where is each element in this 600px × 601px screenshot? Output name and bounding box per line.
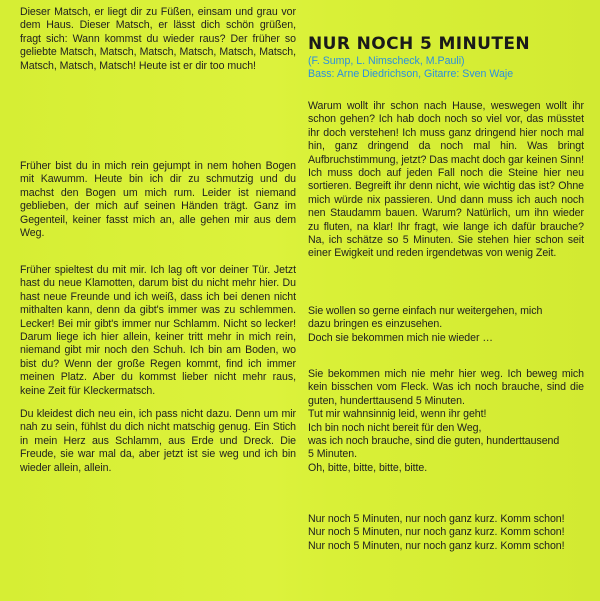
lyric-paragraph (308, 368, 584, 475)
lyric-line: Doch sie bekommen mich nie wieder … (308, 331, 493, 344)
lyric-line: Tut mir wahnsinnig leid, wenn ihr geht! (308, 408, 487, 421)
lyric-line: 5 Minuten. (308, 448, 357, 461)
lyric-line: was ich noch brauche, sind die guten, hunderttausend (308, 435, 560, 448)
lyric-paragraph: Früher bist du in mich rein gejumpt in nem hohen Bogen mit Kawumm. Heute bin ich dir zu schmutzig und du machst den Bogen um mich rum. Leider ist niemand geblieben, der mich auf seinen Händen trägt. Ganz im Gegenteil, keiner fasst mich an, alle gehen mir aus dem Weg. (20, 160, 296, 240)
song-title: NUR NOCH 5 MINUTEN (308, 34, 530, 54)
lyric-line: Sie wollen so gerne einfach nur weitergehen, mich (308, 305, 543, 317)
lyric-paragraph: Warum wollt ihr schon nach Hause, weswegen wollt ihr schon gehen? Ich hab doch noch so viel vor, das müsstet ihr doch verstehen! Ich muss ganz dringend hier noch mal hin, ganz dringend da noch mal hin. Was bringt Aufbruchstimmung, jetzt? Das macht doch gar keinen Sinn! Ich muss doch auf jeden Fall noch die Steine hier neu sortieren. Begreift ihr denn nicht, wie wichtig das ist? Ohne mich würde nix passieren. Und dann muss ich auch noch nen Staudamm bauen. Warum? Natürlich, um ihn wieder zu fluten, na klar! Ihr fragt, wie lange ich dafür brauche? Na, ich schätze so 5 Minuten. Sie stehen hier schon seit einer Ewigkeit und reden irgendetwas von wenig Zeit. (308, 100, 584, 260)
lyric-line: Oh, bitte, bitte, bitte, bitte. (308, 461, 428, 474)
song-credits-authors: (F. Sump, L. Nimscheck, M.Pauli) (308, 55, 465, 67)
chorus-line: Nur noch 5 Minuten, nur noch ganz kurz. Komm schon! (308, 539, 565, 552)
lyric-line: Sie bekommen mich nie mehr hier weg. Ich beweg mich kein bisschen vom Fleck. Was ich noch brauche, sind die guten, hunderttausend 5 Minuten. (308, 368, 584, 407)
lyric-paragraph (308, 305, 584, 345)
lyric-line: dazu bringen es einzusehen. (308, 318, 443, 331)
lyric-paragraph: Du kleidest dich neu ein, ich pass nicht dazu. Denn um mir nah zu sein, fühlst du dich nicht matschig genug. Ein Stich in mein Herz aus Schlamm, aus Erde und Dreck. Die Freude, sie war mal da, aber jetzt ist sie weg und ich bin wieder allein, allein. (20, 408, 296, 474)
song-credits-musicians: Bass: Arne Diedrichson, Gitarre: Sven Waje (308, 68, 514, 80)
lyric-paragraph: Dieser Matsch, er liegt dir zu Füßen, einsam und grau vor dem Haus. Dieser Matsch, er lässt dich schön grüßen, fragt sich: Wann kommst du wieder raus? Der früher so geliebte Matsch, Matsch, Matsch, Matsch, Matsch, Matsch, Matsch, Matsch, Matsch! Heute ist er dir too much! (20, 6, 296, 72)
chorus-line: Nur noch 5 Minuten, nur noch ganz kurz. Komm schon! (308, 526, 565, 539)
chorus-line: Nur noch 5 Minuten, nur noch ganz kurz. Komm schon! (308, 513, 565, 525)
lyric-paragraph: Früher spieltest du mit mir. Ich lag oft vor deiner Tür. Jetzt hast du neue Klamotten, darum bist du nicht mehr hier. Du hast neue Freunde und ich weiß, dass ich bei denen nicht mithalten kann, denn da gibt's immer was zu schlemmen. Lecker! Bei mir gibt's immer nur Schlamm. Nicht so lecker! Darum liege ich hier allein, keiner tritt mehr in mich rein, niemand gibt mir noch den Schuh. Ich bin am Boden, wo bist du? Wenn der große Regen kommt, find ich immer meinen Platz. Aber du kommst lieber nicht mehr raus, keine Zeit für Kleckermatsch. (20, 264, 296, 397)
lyric-line: Ich bin noch nicht bereit für den Weg, (308, 421, 482, 434)
chorus (308, 513, 584, 553)
